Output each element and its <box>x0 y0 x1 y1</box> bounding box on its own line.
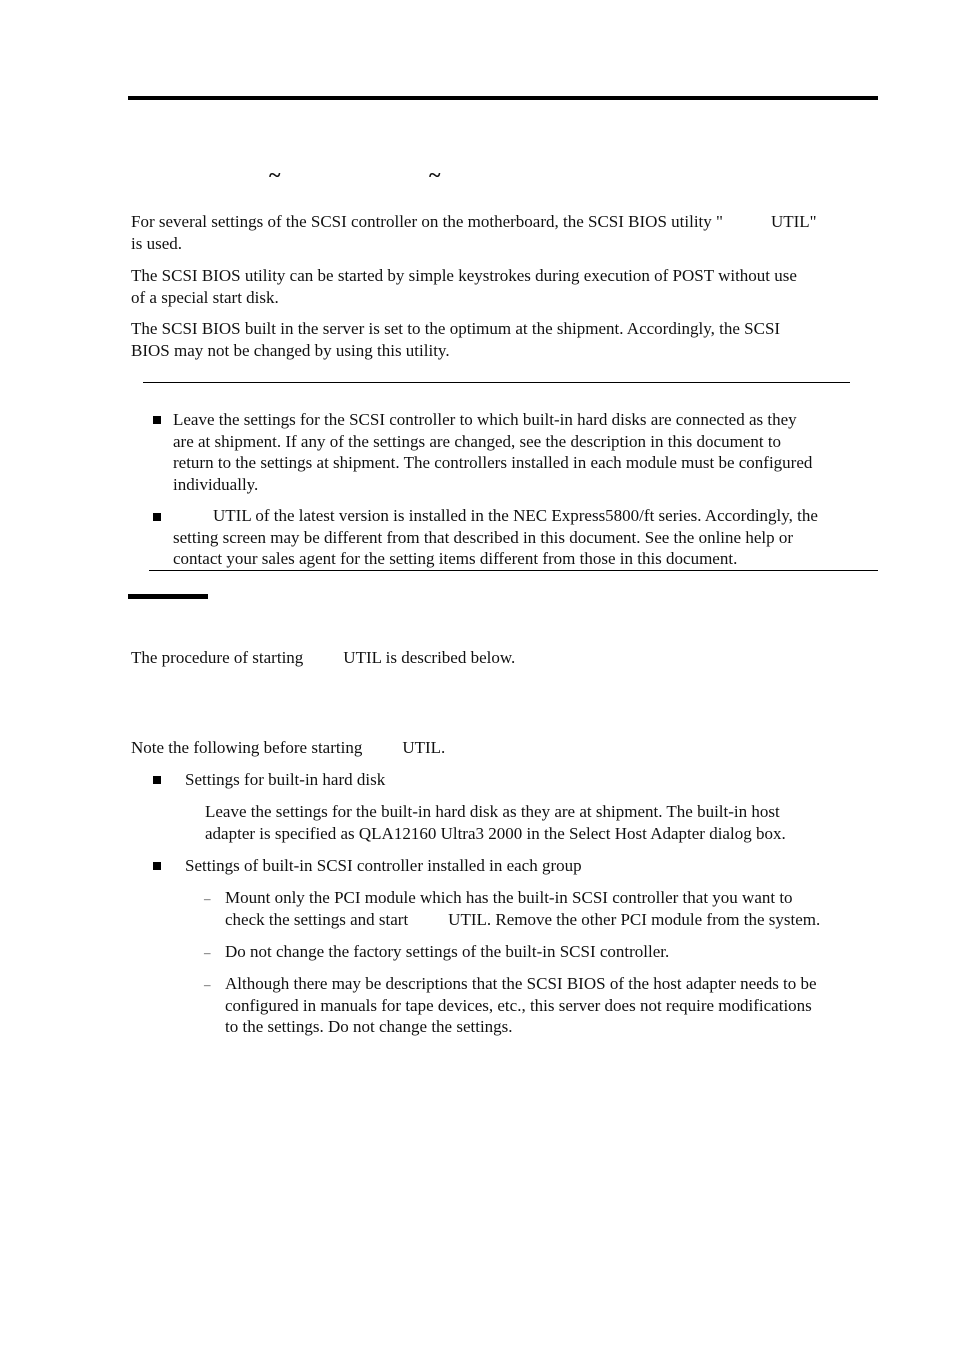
dash-icon: – <box>204 977 211 992</box>
sub-list-item: Do not change the factory settings of the built-in SCSI controller. <box>225 942 670 961</box>
precaution-intro <box>131 737 871 759</box>
list-text: adapter is specified as QLA12160 Ultra3 2000 in the Select Host Adapter dialog box. <box>205 823 786 843</box>
bullet-square-icon <box>153 862 161 870</box>
sub-list-text: Mount only the PCI module which has the built-in SCSI controller that you want to <box>225 888 793 907</box>
note-text: return to the settings at shipment. The controllers installed in each module must be configured <box>173 453 813 472</box>
intro-text: BIOS may not be changed by using this utility. <box>131 340 450 360</box>
note-item-2 <box>173 505 878 570</box>
intro-paragraph-3 <box>131 318 871 361</box>
intro-text: is used. <box>131 233 182 253</box>
note-item-1 <box>173 409 878 495</box>
sub-list-text: to the settings. Do not change the settings. <box>225 1017 513 1036</box>
precaution-text: UTIL. <box>402 738 446 757</box>
intro-text: UTIL" <box>770 212 817 231</box>
bullet-square-icon <box>153 416 161 424</box>
note-box-top-rule <box>143 382 850 383</box>
sub-list-text: UTIL. Remove the other PCI module from the system. <box>448 909 821 929</box>
list-item-heading: Settings of built-in SCSI controller installed in each group <box>185 856 582 875</box>
intro-paragraph-2 <box>131 265 871 308</box>
procedure-text: UTIL is described below. <box>343 648 516 667</box>
intro-text: of a special start disk. <box>131 287 279 307</box>
dash-icon: – <box>204 945 211 960</box>
note-text: are at shipment. If any of the settings are changed, see the description in this document to <box>173 431 782 451</box>
intro-text: The SCSI BIOS built in the server is set to the optimum at the shipment. Accordingly, the SCSI <box>131 319 781 338</box>
sub-list-text: Although there may be descriptions that the SCSI BIOS of the host adapter needs to be <box>225 974 817 993</box>
procedure-text: The procedure of starting <box>131 648 304 667</box>
list-item-heading: Settings for built-in hard disk <box>185 770 386 789</box>
note-text: UTIL of the latest version is installed in the NEC Express5800/ft series. Accordingly, the <box>213 506 818 525</box>
note-text: contact your sales agent for the setting items different from those in this document. <box>173 549 738 568</box>
bullet-square-icon <box>153 776 161 784</box>
section-heading-bar <box>128 594 208 599</box>
dash-icon: – <box>204 891 211 906</box>
sub-list-text: configured in manuals for tape devices, etc., this server does not require modifications <box>225 995 812 1015</box>
intro-text: The SCSI BIOS utility can be started by simple keystrokes during execution of POST without use <box>131 266 797 285</box>
sub-list-text: check the settings and start <box>225 909 409 929</box>
heading-tilde: ~ <box>429 162 441 187</box>
procedure-paragraph <box>131 647 871 669</box>
note-text: Leave the settings for the SCSI controller to which built-in hard disks are connected as they <box>173 410 797 429</box>
bullet-square-icon <box>153 513 161 521</box>
list-item-description <box>205 801 875 844</box>
intro-paragraph-1 <box>131 211 871 254</box>
sub-list-item <box>225 973 878 1038</box>
sub-list-item <box>225 887 878 930</box>
precaution-text: Note the following before starting <box>131 738 363 757</box>
note-text: setting screen may be different from that described in this document. See the online help or <box>173 527 794 547</box>
heading-tilde: ~ <box>269 162 281 187</box>
intro-text: For several settings of the SCSI controller on the motherboard, the SCSI BIOS utility " <box>131 212 723 231</box>
note-box-bottom-rule <box>149 570 878 571</box>
top-rule <box>128 96 878 100</box>
note-text: individually. <box>173 474 259 494</box>
list-text: Leave the settings for the built-in hard disk as they are at shipment. The built-in host <box>205 802 780 821</box>
